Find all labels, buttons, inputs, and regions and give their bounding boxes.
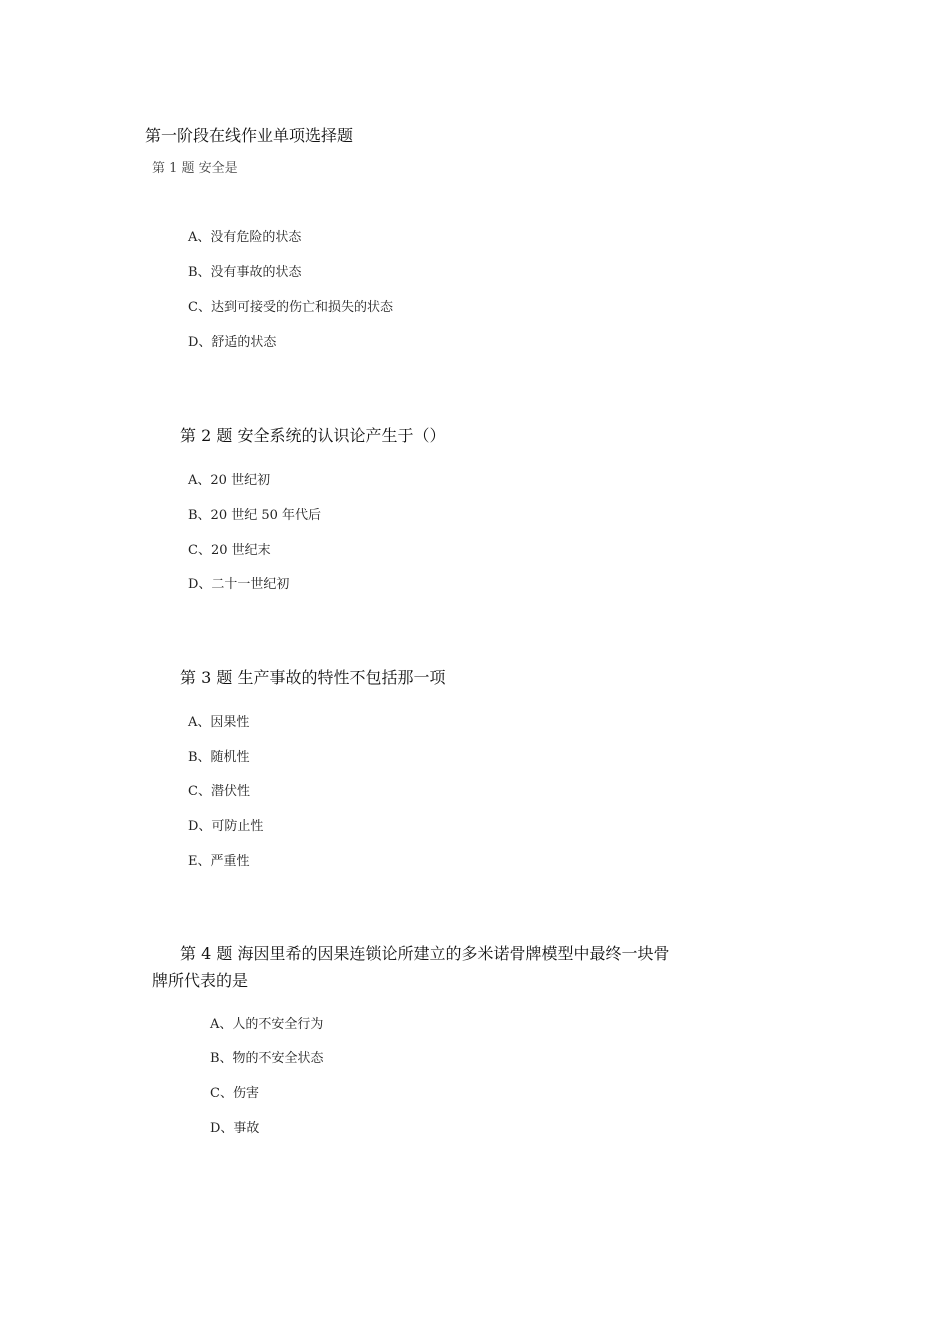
question-2-option-c: C、20 世纪末 (188, 543, 271, 558)
question-1-option-d: D、舒适的状态 (188, 335, 277, 350)
question-4-title-line2: 牌所代表的是 (152, 971, 249, 990)
question-3-option-d: D、可防止性 (188, 819, 264, 834)
question-3-option-a: A、因果性 (188, 715, 250, 730)
question-4-option-c: C、伤害 (210, 1086, 259, 1101)
question-4-option-a: A、人的不安全行为 (210, 1017, 324, 1032)
question-1-option-c: C、达到可接受的伤亡和损失的状态 (188, 300, 393, 315)
question-1-option-a: A、没有危险的状态 (188, 230, 302, 245)
question-2-option-a: A、20 世纪初 (188, 473, 271, 488)
question-4-option-b: B、物的不安全状态 (210, 1051, 324, 1066)
question-3-option-c: C、潜伏性 (188, 784, 250, 799)
question-2-title: 第 2 题 安全系统的认识论产生于（） (180, 426, 446, 445)
question-3-option-b: B、随机性 (188, 750, 250, 765)
question-3-option-e: E、严重性 (188, 854, 250, 869)
question-2-option-d: D、二十一世纪初 (188, 577, 290, 592)
question-1-title: 第 1 题 安全是 (152, 161, 238, 176)
question-4-option-d: D、事故 (210, 1121, 260, 1136)
question-3-title: 第 3 题 生产事故的特性不包括那一项 (180, 668, 446, 687)
question-2-option-b: B、20 世纪 50 年代后 (188, 508, 322, 523)
document-title: 第一阶段在线作业单项选择题 (145, 126, 354, 145)
question-4-title-line1: 第 4 题 海因里希的因果连锁论所建立的多米诺骨牌模型中最终一块骨 (180, 944, 670, 963)
question-1-option-b: B、没有事故的状态 (188, 265, 302, 280)
